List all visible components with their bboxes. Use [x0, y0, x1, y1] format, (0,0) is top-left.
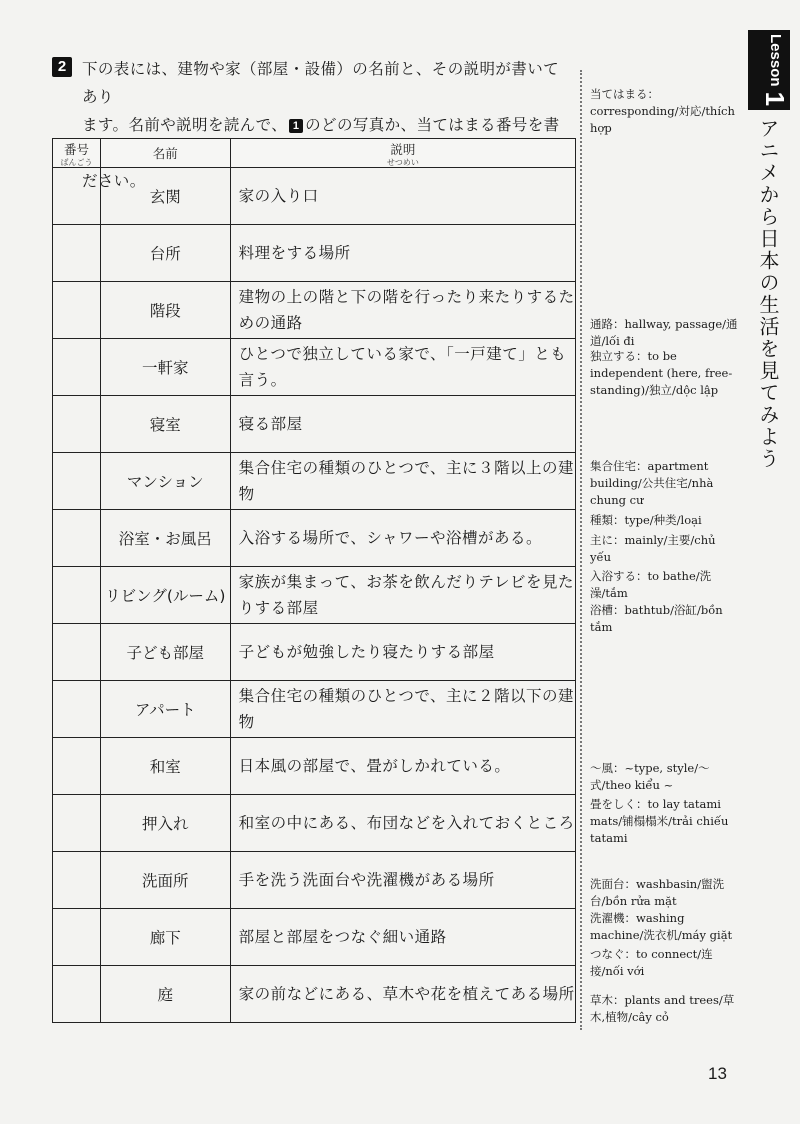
table-row: [53, 282, 576, 339]
term-name: マンション: [100, 453, 230, 510]
term-name: 庭: [100, 966, 230, 1023]
table-row: [53, 738, 576, 795]
glossary-entry: 主に：mainly/主要/chủ yếu: [590, 533, 716, 564]
table-row: [53, 453, 576, 510]
glossary-divider: [580, 70, 582, 1030]
term-description: 建物の上の階と下の階を行ったり来たりするための通路: [230, 282, 575, 339]
glossary-entry: つなぐ：to connect/连接/nối với: [590, 947, 713, 978]
term-name: アパート: [100, 681, 230, 738]
chapter-title: アニメから日本の生活を見てみよう: [756, 118, 780, 470]
term-description: 家の入り口: [230, 168, 575, 225]
term-description: 入浴する場所で、シャワーや浴槽がある。: [230, 510, 575, 567]
answer-cell[interactable]: [53, 852, 101, 909]
glossary-entry: 当てはまる：corresponding/対応/thích hợp: [590, 87, 735, 135]
header-number-ruby: ばんごう: [60, 157, 93, 167]
glossary-entry: 畳をしく：to lay tatami mats/铺榻榻米/trải chiếu tatami: [590, 797, 729, 845]
term-name: 玄関: [100, 168, 230, 225]
instruction-line-2a: ます。名前や説明を読んで、: [82, 116, 288, 134]
answer-cell[interactable]: [53, 795, 101, 852]
answer-cell[interactable]: [53, 168, 101, 225]
term-description: 和室の中にある、布団などを入れておくところ: [230, 795, 575, 852]
term-description: 部屋と部屋をつなぐ細い通路: [230, 909, 575, 966]
photo-ref-badge: 1: [289, 119, 303, 133]
term-description: 料理をする場所: [230, 225, 575, 282]
answer-cell[interactable]: [53, 567, 101, 624]
glossary-entry: 通路：hallway, passage/通道/lối đi: [590, 317, 738, 348]
table-header-row: [53, 139, 576, 168]
header-number: [53, 139, 101, 168]
term-description: ひとつで独立している家で、「一戸建て」とも言う。: [230, 339, 575, 396]
term-name: リビング(ルーム): [100, 567, 230, 624]
instruction-line-2b: のどの写真か、当てはまる番号を書: [305, 116, 560, 134]
header-desc-label: 説明: [390, 141, 416, 157]
answer-cell[interactable]: [53, 738, 101, 795]
glossary-entry: 浴槽：bathtub/浴缸/bồn tắm: [590, 603, 723, 634]
term-name: 階段: [100, 282, 230, 339]
answer-cell[interactable]: [53, 510, 101, 567]
table-row: [53, 624, 576, 681]
vocabulary-table: [52, 138, 576, 1023]
term-description: 手を洗う洗面台や洗濯機がある場所: [230, 852, 575, 909]
term-name: 和室: [100, 738, 230, 795]
answer-cell[interactable]: [53, 339, 101, 396]
lesson-label: Lesson: [767, 33, 784, 87]
table-row: [53, 339, 576, 396]
table-row: [53, 852, 576, 909]
lesson-number: 1: [760, 91, 790, 107]
term-description: 家族が集まって、お茶を飲んだりテレビを見たりする部屋: [230, 567, 575, 624]
table-row: [53, 795, 576, 852]
table-row: [53, 168, 576, 225]
glossary-entry: 集合住宅：apartment building/公共住宅/nhà chung cư: [590, 459, 714, 507]
answer-cell[interactable]: [53, 225, 101, 282]
answer-cell[interactable]: [53, 966, 101, 1023]
term-name: 洗面所: [100, 852, 230, 909]
instruction-line-1: 下の表には、建物や家（部屋・設備）の名前と、その説明が書いてあり: [82, 60, 560, 106]
term-name: 寝室: [100, 396, 230, 453]
term-description: 寝る部屋: [230, 396, 575, 453]
term-name: 台所: [100, 225, 230, 282]
answer-cell[interactable]: [53, 282, 101, 339]
glossary-entry: 入浴する：to bathe/洗澡/tắm: [590, 569, 712, 600]
answer-cell[interactable]: [53, 909, 101, 966]
header-desc-ruby: せつめい: [386, 157, 419, 167]
lesson-tab: [748, 30, 790, 110]
page-number: 13: [708, 1064, 727, 1083]
answer-cell[interactable]: [53, 453, 101, 510]
term-name: 一軒家: [100, 339, 230, 396]
glossary-entry: 独立する：to be independent (here, free-standing)/独立/dộc lập: [590, 349, 733, 397]
table-row: [53, 909, 576, 966]
table-row: [53, 396, 576, 453]
answer-cell[interactable]: [53, 624, 101, 681]
glossary-entry: 草木：plants and trees/草木,植物/cây cỏ: [590, 993, 735, 1024]
table-row: [53, 681, 576, 738]
term-name: 廊下: [100, 909, 230, 966]
term-description: 集合住宅の種類のひとつで、主に２階以下の建物: [230, 681, 575, 738]
header-name: 名前: [100, 139, 230, 168]
term-description: 子どもが勉強したり寝たりする部屋: [230, 624, 575, 681]
glossary-entry: 洗濯機：washing machine/洗衣机/máy giặt: [590, 911, 733, 942]
header-number-label: 番号: [63, 141, 89, 157]
answer-cell[interactable]: [53, 681, 101, 738]
table-row: [53, 510, 576, 567]
term-name: 押入れ: [100, 795, 230, 852]
instruction-line-3: ださい。: [82, 172, 146, 190]
term-name: 浴室・お風呂: [100, 510, 230, 567]
term-description: 日本風の部屋で、畳がしかれている。: [230, 738, 575, 795]
glossary-entry: 種類：type/种类/loại: [590, 513, 702, 527]
exercise-number-badge: 2: [52, 57, 72, 77]
term-description: 集合住宅の種類のひとつで、主に３階以上の建物: [230, 453, 575, 510]
header-desc: [230, 139, 575, 168]
table-row: [53, 567, 576, 624]
term-description: 家の前などにある、草木や花を植えてある場所: [230, 966, 575, 1023]
glossary-entry: 〜風：~type, style/〜式/theo kiểu ~: [590, 761, 710, 792]
glossary-entry: 洗面台：washbasin/盥洗台/bồn rửa mặt: [590, 877, 725, 908]
answer-cell[interactable]: [53, 396, 101, 453]
table-row: [53, 225, 576, 282]
term-name: 子ども部屋: [100, 624, 230, 681]
table-row: [53, 966, 576, 1023]
